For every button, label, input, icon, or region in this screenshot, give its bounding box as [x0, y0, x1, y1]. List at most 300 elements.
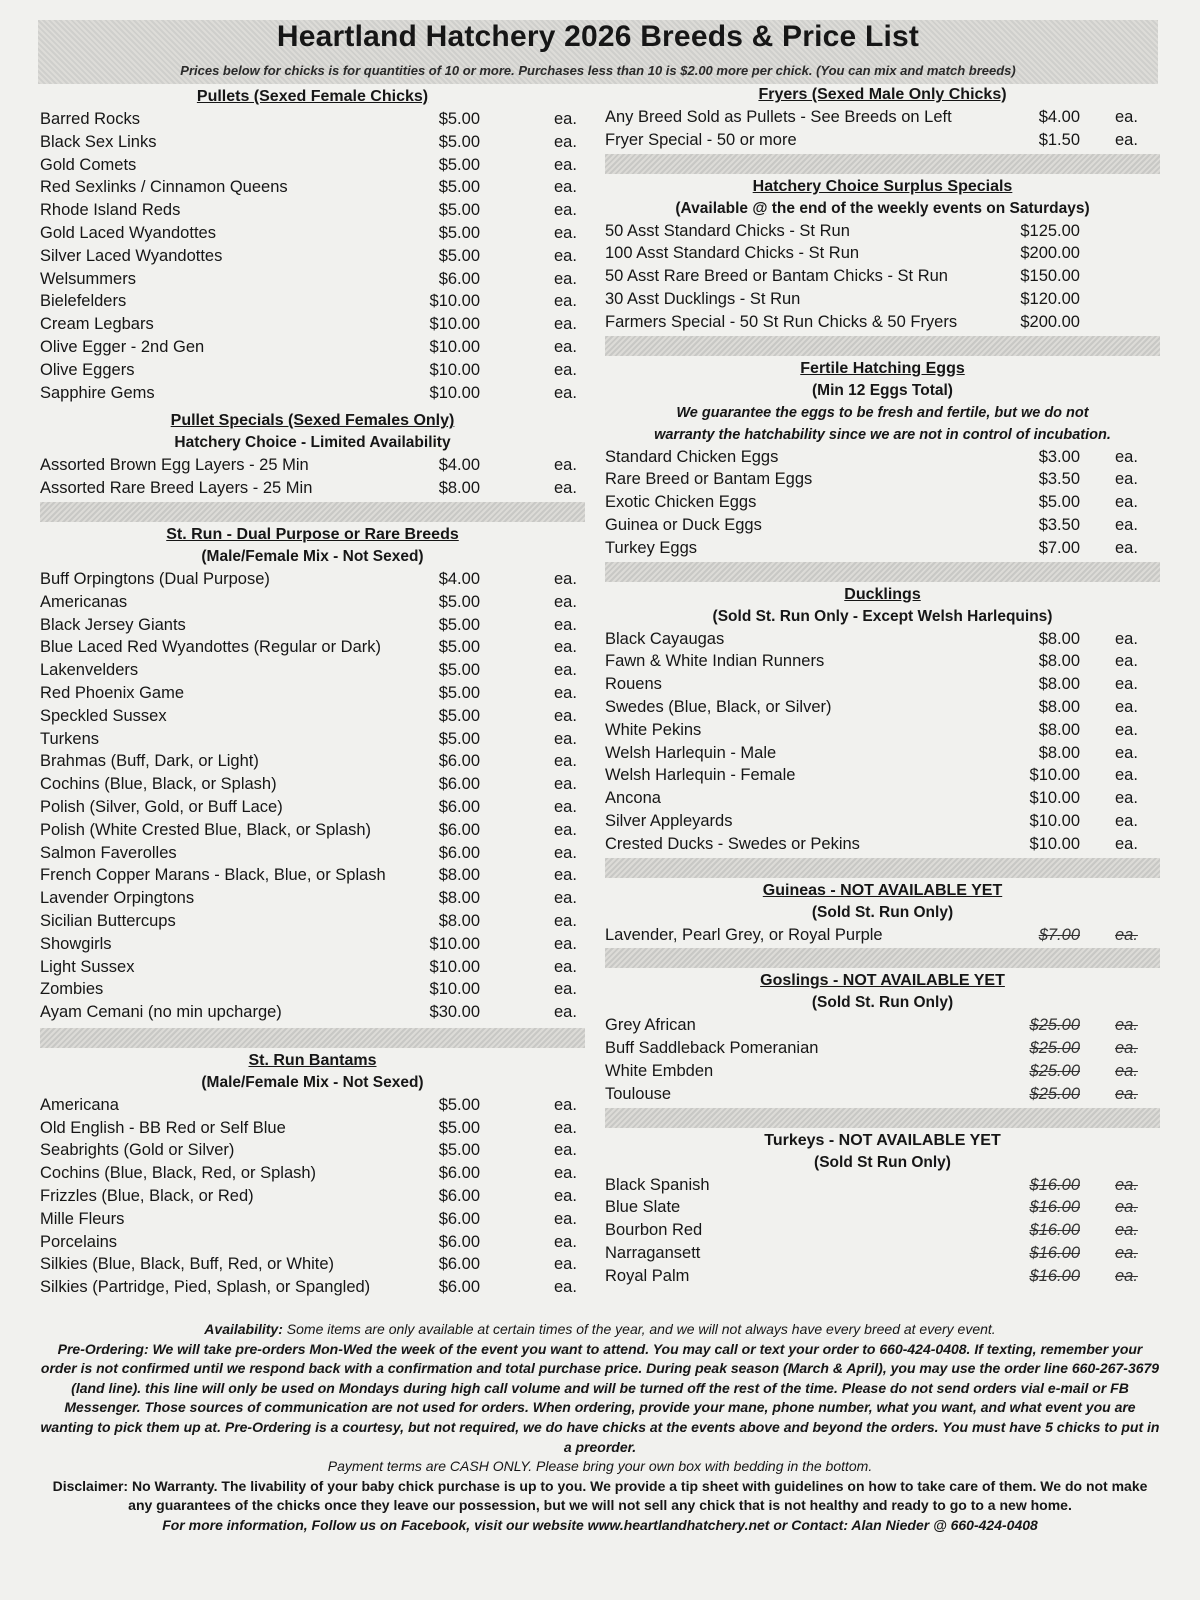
item-unit: ea.: [554, 155, 577, 174]
list-item: [605, 242, 1160, 265]
pullet-specials-list: [40, 454, 585, 500]
st-run-subtitle: (Male/Female Mix - Not Sexed): [201, 547, 424, 565]
item-name: Lavender Orpingtons: [40, 889, 195, 908]
item-unit: ea.: [1115, 108, 1138, 126]
item-price: $5.00: [438, 638, 480, 657]
surplus-subtitle: (Available @ the end of the weekly events on Saturdays): [675, 199, 1090, 217]
item-unit: ea.: [1115, 493, 1138, 512]
item-name: Buff Saddleback Pomeranian: [605, 1039, 819, 1058]
item-price: $8.00: [1038, 743, 1080, 762]
list-item: [605, 311, 1160, 334]
item-name: Cochins (Blue, Black, Red, or Splash): [40, 1164, 317, 1183]
item-unit: ea.: [1115, 697, 1138, 716]
list-item: [40, 336, 585, 359]
list-item: [605, 1014, 1160, 1037]
item-unit: ea.: [554, 683, 577, 702]
item-price: $10.00: [1029, 811, 1080, 830]
item-name: Crested Ducks - Swedes or Pekins: [605, 834, 860, 853]
item-price: $25.00: [1029, 1084, 1080, 1103]
list-item: [40, 750, 585, 773]
guineas-subtitle: (Sold St. Run Only): [811, 903, 954, 921]
item-price: $8.00: [1038, 675, 1080, 694]
section-divider: [605, 1108, 1160, 1128]
list-item: [605, 106, 1160, 129]
item-price: $200.00: [1020, 244, 1080, 263]
item-unit: ea.: [1115, 1016, 1138, 1035]
item-price: $6.00: [438, 1209, 480, 1228]
list-item: [40, 131, 585, 154]
item-name: Seabrights (Gold or Silver): [40, 1141, 235, 1160]
item-price: $10.00: [429, 934, 480, 953]
list-item: [605, 468, 1160, 491]
st-run-list: [40, 568, 585, 1024]
list-item: [40, 659, 585, 682]
list-item: [605, 1219, 1160, 1242]
item-price: $10.00: [429, 315, 480, 334]
item-name: Lakenvelders: [40, 661, 139, 680]
item-price: $25.00: [1029, 1016, 1080, 1035]
list-item: [40, 773, 585, 796]
list-item: [40, 1253, 585, 1276]
item-price: $5.00: [438, 729, 480, 748]
item-name: Rare Breed or Bantam Eggs: [605, 470, 813, 489]
list-item: [40, 268, 585, 291]
item-name: Zombies: [40, 980, 104, 999]
pullets-list: [40, 108, 585, 404]
item-unit: ea.: [1115, 1061, 1138, 1080]
item-unit: ea.: [554, 246, 577, 265]
item-name: Cochins (Blue, Black, or Splash): [40, 775, 277, 794]
item-price: $5.00: [438, 683, 480, 702]
item-name: Swedes (Blue, Black, or Silver): [605, 697, 832, 716]
item-name: Red Sexlinks / Cinnamon Queens: [40, 178, 288, 197]
item-price: $3.50: [1038, 470, 1080, 489]
list-item: [605, 810, 1160, 833]
item-price: $6.00: [438, 1278, 480, 1297]
goslings-subtitle: (Sold St. Run Only): [811, 994, 954, 1012]
item-unit: ea.: [1115, 1221, 1138, 1240]
item-unit: ea.: [554, 223, 577, 242]
item-price: $10.00: [429, 957, 480, 976]
list-item: [40, 290, 585, 313]
item-unit: ea.: [554, 866, 577, 885]
list-item: [40, 382, 585, 405]
item-name: Black Cayaugas: [605, 629, 725, 648]
list-item: [605, 924, 1160, 947]
item-price: $6.00: [438, 1187, 480, 1206]
item-price: $16.00: [1029, 1243, 1080, 1262]
list-item: [40, 1001, 585, 1024]
item-name: Grey African: [605, 1016, 696, 1035]
item-unit: ea.: [554, 315, 577, 334]
item-unit: ea.: [1115, 834, 1138, 853]
item-price: $10.00: [1029, 834, 1080, 853]
item-unit: ea.: [1115, 470, 1138, 489]
list-item: [605, 265, 1160, 288]
item-name: Light Sussex: [40, 957, 135, 976]
list-item: [40, 728, 585, 751]
item-price: $6.00: [438, 1232, 480, 1251]
item-name: Red Phoenix Game: [40, 683, 184, 702]
list-item: [605, 1242, 1160, 1265]
section-divider: [605, 858, 1160, 878]
item-name: Showgirls: [40, 934, 112, 953]
item-price: $5.00: [438, 706, 480, 725]
item-unit: ea.: [1115, 675, 1138, 694]
eggs-title: Fertile Hatching Eggs: [800, 359, 965, 377]
item-price: $8.00: [1038, 720, 1080, 739]
item-unit: ea.: [554, 1095, 577, 1114]
item-price: $30.00: [429, 1003, 480, 1022]
list-item: [40, 636, 585, 659]
item-unit: ea.: [554, 638, 577, 657]
list-item: [605, 220, 1160, 243]
item-price: $25.00: [1029, 1039, 1080, 1058]
guineas-title: Guineas - NOT AVAILABLE YET: [762, 881, 1003, 899]
section-divider: [605, 948, 1160, 968]
item-price: $6.00: [438, 820, 480, 839]
item-price: $6.00: [438, 843, 480, 862]
header-banner: [38, 20, 1158, 84]
item-name: Silkies (Blue, Black, Buff, Red, or White): [40, 1255, 335, 1274]
item-price: $5.00: [438, 1118, 480, 1137]
turkeys-list: [605, 1174, 1160, 1288]
list-item: [605, 1265, 1160, 1288]
list-item: [40, 222, 585, 245]
list-item: [40, 199, 585, 222]
item-unit: ea.: [1115, 130, 1138, 149]
item-name: White Embden: [605, 1061, 714, 1080]
list-item: [40, 154, 585, 177]
item-price: $3.50: [1038, 515, 1080, 534]
item-name: 50 Asst Rare Breed or Bantam Chicks - St Run: [605, 267, 948, 286]
item-name: Exotic Chicken Eggs: [605, 493, 757, 512]
item-unit: ea.: [1115, 1084, 1138, 1103]
item-name: Porcelains: [40, 1232, 118, 1251]
item-name: French Copper Marans - Black, Blue, or Splash: [40, 866, 386, 885]
eggs-note-line2: warranty the hatchability since we are not in control of incubation.: [654, 426, 1111, 443]
section-divider: [605, 562, 1160, 582]
item-name: Americana: [40, 1095, 119, 1114]
item-unit: ea.: [1115, 652, 1138, 671]
item-unit: ea.: [1115, 538, 1138, 557]
item-price: $8.00: [1038, 652, 1080, 671]
item-price: $6.00: [438, 797, 480, 816]
item-unit: ea.: [554, 752, 577, 771]
fryers-title: Fryers (Sexed Male Only Chicks): [758, 86, 1007, 103]
item-price: $4.00: [1038, 108, 1080, 126]
item-unit: ea.: [554, 1255, 577, 1274]
list-item: [605, 537, 1160, 560]
list-item: [40, 1162, 585, 1185]
item-name: Lavender, Pearl Grey, or Royal Purple: [605, 925, 883, 944]
availability-label: Availability:: [204, 1321, 283, 1337]
list-item: [40, 108, 585, 131]
item-unit: ea.: [554, 615, 577, 634]
item-price: $25.00: [1029, 1061, 1080, 1080]
item-unit: ea.: [554, 957, 577, 976]
item-name: Toulouse: [605, 1084, 672, 1103]
item-name: Turkey Eggs: [605, 538, 698, 557]
item-unit: ea.: [1115, 1198, 1138, 1217]
item-name: Welsh Harlequin - Female: [605, 766, 796, 785]
item-price: $4.00: [438, 456, 480, 475]
item-price: $8.00: [438, 889, 480, 908]
item-price: $5.00: [438, 110, 480, 128]
item-name: Blue Slate: [605, 1198, 681, 1217]
item-unit: ea.: [554, 729, 577, 748]
item-unit: ea.: [554, 479, 577, 498]
item-price: $200.00: [1020, 312, 1080, 331]
item-unit: ea.: [1115, 766, 1138, 785]
item-name: Black Sex Links: [40, 132, 157, 151]
item-name: Silver Laced Wyandottes: [40, 246, 223, 265]
list-item: [40, 313, 585, 336]
goslings-title: Goslings - NOT AVAILABLE YET: [760, 972, 1005, 990]
item-price: $3.00: [1038, 447, 1080, 466]
item-name: 100 Asst Standard Chicks - St Run: [605, 244, 860, 263]
item-name: Welsummers: [40, 269, 136, 288]
item-price: $5.00: [438, 592, 480, 611]
list-item: [605, 1174, 1160, 1197]
item-name: Gold Comets: [40, 155, 137, 174]
item-name: Rhode Island Reds: [40, 201, 181, 220]
list-item: [40, 819, 585, 842]
list-item: [40, 176, 585, 199]
page-subtitle: Prices below for chicks is for quantities of 10 or more. Purchases less than 10 is $2.00 more per chick. (You can mix and match breeds): [180, 63, 1016, 78]
availability-body: Some items are only available at certain times of the year, and we will not always have every breed at every event.: [286, 1321, 996, 1337]
item-unit: ea.: [1115, 1243, 1138, 1262]
item-price: $6.00: [438, 269, 480, 288]
item-price: $6.00: [438, 775, 480, 794]
item-price: $5.00: [438, 1141, 480, 1160]
disclaimer-text: Disclaimer: No Warranty. The livability of your baby chick purchase is up to you. We provide a tip sheet with guidelines on how to take care of them. We do not make any guarantees of the chicks once they leave our possession, but we will not sell any chick that is not healthy and ready to go to a new home.: [52, 1477, 1148, 1514]
list-item: [40, 1185, 585, 1208]
item-name: Olive Eggers: [40, 360, 135, 379]
item-price: $8.00: [438, 479, 480, 498]
item-price: $5.00: [438, 223, 480, 242]
item-name: Polish (Silver, Gold, or Buff Lace): [40, 797, 283, 816]
item-unit: ea.: [554, 797, 577, 816]
item-unit: ea.: [554, 820, 577, 839]
item-price: $10.00: [429, 980, 480, 999]
item-unit: ea.: [554, 911, 577, 930]
ducklings-title: Ducklings: [844, 585, 921, 603]
item-unit: ea.: [554, 456, 577, 475]
right-column: [605, 84, 1160, 1288]
item-name: Bourbon Red: [605, 1221, 703, 1240]
item-name: Barred Rocks: [40, 110, 140, 128]
item-price: $10.00: [1029, 789, 1080, 808]
item-unit: ea.: [554, 1232, 577, 1251]
pullet-specials-subtitle: Hatchery Choice - Limited Availability: [174, 434, 451, 452]
item-price: $16.00: [1029, 1266, 1080, 1285]
list-item: [40, 1208, 585, 1231]
list-item: [40, 682, 585, 705]
list-item: [605, 1196, 1160, 1219]
item-price: $6.00: [438, 1255, 480, 1274]
item-name: Polish (White Crested Blue, Black, or Splash): [40, 820, 372, 839]
list-item: [40, 454, 585, 477]
section-divider: [605, 154, 1160, 174]
item-price: $5.00: [438, 246, 480, 265]
item-price: $10.00: [429, 360, 480, 379]
item-name: Any Breed Sold as Pullets - See Breeds on Left: [605, 108, 952, 126]
list-item: [40, 933, 585, 956]
section-divider: [40, 502, 585, 522]
item-name: Gold Laced Wyandottes: [40, 223, 216, 242]
list-item: [605, 833, 1160, 856]
eggs-list: [605, 446, 1160, 560]
item-unit: ea.: [554, 980, 577, 999]
item-name: Olive Egger - 2nd Gen: [40, 337, 205, 356]
item-name: 50 Asst Standard Chicks - St Run: [605, 221, 850, 240]
item-price: $10.00: [429, 292, 480, 311]
list-item: [40, 887, 585, 910]
item-unit: ea.: [554, 1209, 577, 1228]
list-item: [40, 477, 585, 500]
item-unit: ea.: [554, 1003, 577, 1022]
st-run-title: St. Run - Dual Purpose or Rare Breeds: [166, 525, 459, 543]
item-unit: ea.: [554, 843, 577, 862]
item-unit: ea.: [554, 1187, 577, 1206]
item-name: Turkens: [40, 729, 99, 748]
item-price: $5.00: [438, 201, 480, 220]
section-divider: [40, 1028, 585, 1048]
item-unit: ea.: [1115, 1175, 1138, 1194]
item-name: Speckled Sussex: [40, 706, 167, 725]
item-name: Americanas: [40, 592, 128, 611]
list-item: [605, 673, 1160, 696]
bantams-title: St. Run Bantams: [248, 1051, 377, 1069]
item-name: Royal Palm: [605, 1266, 690, 1285]
item-unit: ea.: [554, 110, 577, 128]
item-unit: ea.: [554, 201, 577, 220]
list-item: [40, 864, 585, 887]
availability-text: [40, 1320, 1160, 1340]
item-price: $10.00: [429, 337, 480, 356]
item-name: 30 Asst Ducklings - St Run: [605, 289, 801, 308]
item-unit: ea.: [554, 592, 577, 611]
list-item: [40, 1276, 585, 1299]
surplus-list: [605, 220, 1160, 334]
item-name: Frizzles (Blue, Black, or Red): [40, 1187, 254, 1206]
pullets-title: Pullets (Sexed Female Chicks): [196, 88, 429, 105]
item-name: Black Spanish: [605, 1175, 710, 1194]
item-name: Old English - BB Red or Self Blue: [40, 1118, 286, 1137]
turkeys-subtitle: (Sold St Run Only): [814, 1153, 951, 1171]
item-price: $8.00: [438, 866, 480, 885]
item-unit: ea.: [554, 706, 577, 725]
ducklings-list: [605, 628, 1160, 856]
surplus-title: Hatchery Choice Surplus Specials: [752, 177, 1013, 195]
goslings-list: [605, 1014, 1160, 1105]
item-price: $5.00: [438, 661, 480, 680]
item-unit: ea.: [1115, 629, 1138, 648]
item-name: Buff Orpingtons (Dual Purpose): [40, 569, 270, 588]
item-price: $16.00: [1029, 1221, 1080, 1240]
item-unit: ea.: [1115, 720, 1138, 739]
item-unit: ea.: [1115, 447, 1138, 466]
section-divider: [605, 336, 1160, 356]
item-price: $7.00: [1038, 538, 1080, 557]
item-unit: ea.: [1115, 515, 1138, 534]
item-price: $10.00: [429, 383, 480, 402]
item-name: Cream Legbars: [40, 315, 154, 334]
list-item: [605, 719, 1160, 742]
item-name: Fawn & White Indian Runners: [605, 652, 825, 671]
item-price: $8.00: [1038, 629, 1080, 648]
item-unit: ea.: [1115, 789, 1138, 808]
item-unit: ea.: [554, 1164, 577, 1183]
item-price: $5.00: [438, 615, 480, 634]
list-item: [605, 1083, 1160, 1106]
item-name: Mille Fleurs: [40, 1209, 125, 1228]
list-item: [605, 1060, 1160, 1083]
item-unit: ea.: [554, 775, 577, 794]
item-price: $5.00: [1038, 493, 1080, 512]
item-price: $6.00: [438, 1164, 480, 1183]
item-price: $125.00: [1020, 221, 1080, 240]
list-item: [40, 842, 585, 865]
item-price: $4.00: [438, 569, 480, 588]
list-item: [40, 978, 585, 1001]
item-name: Brahmas (Buff, Dark, or Light): [40, 752, 259, 771]
list-item: [40, 796, 585, 819]
item-price: $8.00: [1038, 697, 1080, 716]
list-item: [40, 245, 585, 268]
bantams-subtitle: (Male/Female Mix - Not Sexed): [201, 1073, 424, 1091]
list-item: [605, 650, 1160, 673]
item-price: $6.00: [438, 752, 480, 771]
list-item: [40, 1139, 585, 1162]
list-item: [40, 910, 585, 933]
item-name: Assorted Rare Breed Layers - 25 Min: [40, 479, 313, 498]
item-name: Silver Appleyards: [605, 811, 733, 830]
list-item: [605, 1037, 1160, 1060]
item-unit: ea.: [554, 1278, 577, 1297]
item-unit: ea.: [554, 178, 577, 197]
item-unit: ea.: [1115, 1266, 1138, 1285]
eggs-subtitle: (Min 12 Eggs Total): [812, 381, 953, 399]
list-item: [605, 696, 1160, 719]
item-price: $5.00: [438, 132, 480, 151]
pullet-specials-title: Pullet Specials (Sexed Females Only): [170, 412, 455, 430]
item-unit: ea.: [554, 661, 577, 680]
item-name: Sicilian Buttercups: [40, 911, 176, 930]
list-item: [605, 764, 1160, 787]
item-name: Standard Chicken Eggs: [605, 447, 779, 466]
bantams-list: [40, 1094, 585, 1299]
turkeys-title: Turkeys - NOT AVAILABLE YET: [764, 1131, 1001, 1149]
item-price: $16.00: [1029, 1175, 1080, 1194]
page-title: Heartland Hatchery 2026 Breeds & Price List: [276, 20, 920, 53]
item-name: Black Jersey Giants: [40, 615, 186, 634]
item-name: Ancona: [605, 789, 661, 808]
item-price: $8.00: [438, 911, 480, 930]
list-item: [605, 628, 1160, 651]
item-name: White Pekins: [605, 720, 702, 739]
list-item: [605, 446, 1160, 469]
item-price: $1.50: [1038, 130, 1080, 149]
item-unit: ea.: [554, 889, 577, 908]
item-price: $150.00: [1020, 267, 1080, 286]
item-price: $120.00: [1020, 289, 1080, 308]
list-item: [605, 129, 1160, 152]
item-price: $7.00: [1038, 925, 1080, 944]
item-name: Assorted Brown Egg Layers - 25 Min: [40, 456, 309, 475]
list-item: [40, 1117, 585, 1140]
